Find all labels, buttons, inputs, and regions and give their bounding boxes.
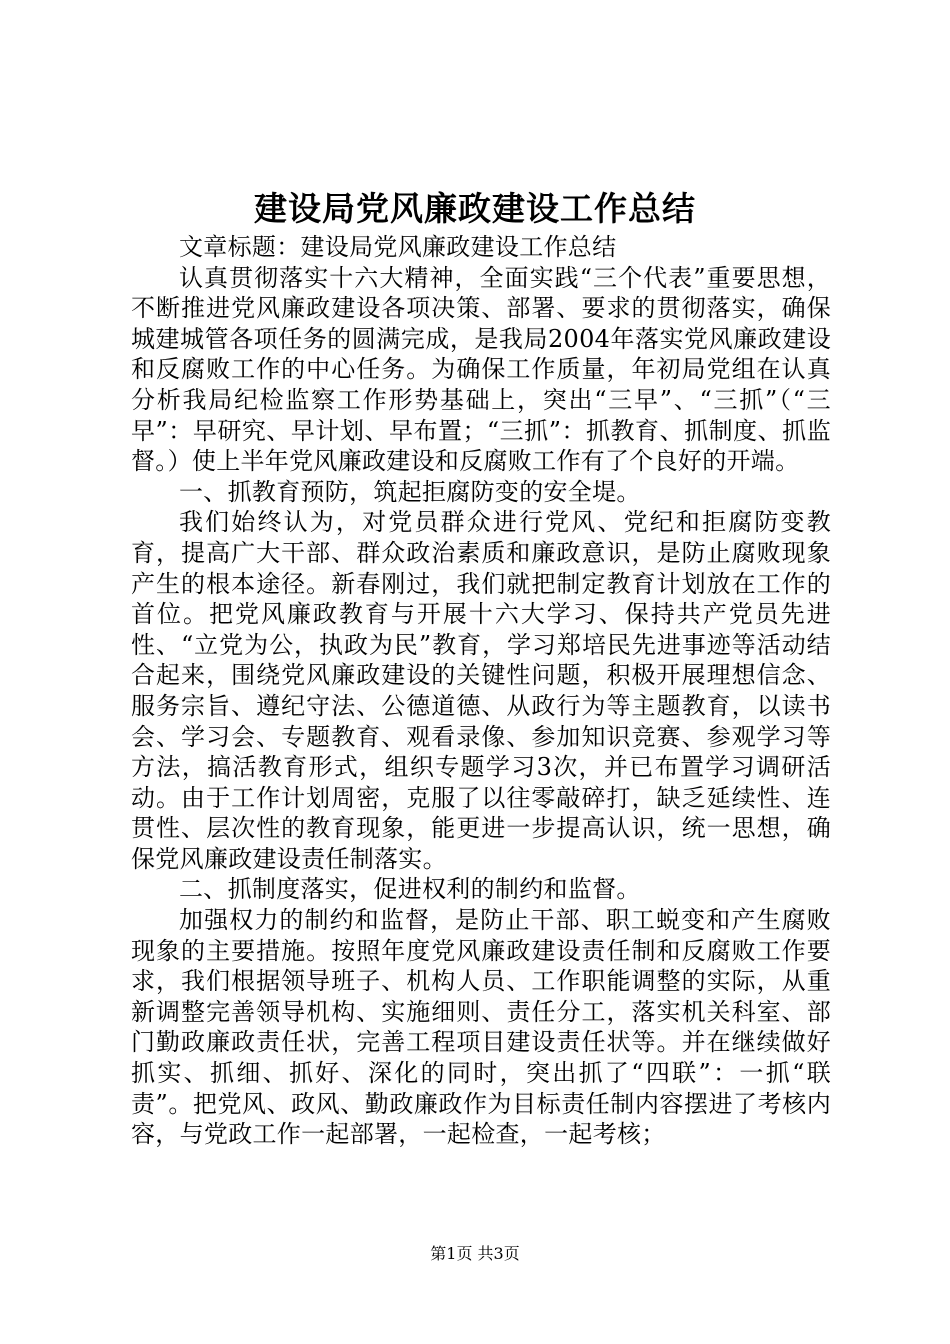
paragraph-section-1: 我们始终认为，对党员群众进行党风、党纪和拒腐防变教育，提高广大干部、群众政治素质和廉政意识，是防止腐败现象产生的根本途径。新春刚过，我们就把制定教育计划放在工作的首位。把党风廉政教育与开展十六大学习、保持共产党员先进性、“立党为公，执政为民”教育，学习郑培民先进事迹等活动结合起来，围绕党风廉政建设的关键性问题，积极开展理想信念、服务宗旨、遵纪守法、公德道德、从政行为等主题教育，以读书会、学习会、专题教育、观看录像、参加知识竞赛、参观学习等方法，搞活教育形式，组织专题学习3次，并已布置学习调研活动。由于工作计划周密，克服了以往零敲碎打，缺乏延续性、连贯性、层次性的教育现象，能更进一步提高认识，统一思想，确保党风廉政建设责任制落实。 xyxy=(131,508,831,873)
section-heading-1: 一、抓教育预防，筑起拒腐防变的安全堤。 xyxy=(179,477,641,506)
document-title: 建设局党风廉政建设工作总结 xyxy=(254,189,696,228)
page-footer: 第1页 共3页 xyxy=(430,1244,520,1263)
section-heading-2: 二、抓制度落实，促进权利的制约和监督。 xyxy=(179,875,641,904)
paragraph-intro: 认真贯彻落实十六大精神，全面实践“三个代表”重要思想，不断推进党风廉政建设各项决策、部署、要求的贯彻落实，确保城建城管各项任务的圆满完成，是我局2004年落实党风廉政建设和反腐败工作的中心任务。为确保工作质量，年初局党组在认真分析我局纪检监察工作形势基础上，突出“三早”、“三抓”（“三早”：早研究、早计划、早布置；“三抓”：抓教育、抓制度、抓监督。）使上半年党风廉政建设和反腐败工作有了个良好的开端。 xyxy=(131,263,831,476)
paragraph-article-title: 文章标题：建设局党风廉政建设工作总结 xyxy=(179,233,617,261)
document-body xyxy=(131,232,831,1150)
paragraph-section-2: 加强权力的制约和监督，是防止干部、职工蜕变和产生腐败现象的主要措施。按照年度党风廉政建设责任制和反腐败工作要求，我们根据领导班子、机构人员、工作职能调整的实际，从重新调整完善领导机构、实施细则、责任分工，落实机关科室、部门勤政廉政责任状，完善工程项目建设责任状等。并在继续做好抓实、抓细、抓好、深化的同时，突出抓了“四联”：一抓“联责”。把党风、政风、勤政廉政作为目标责任制内容摆进了考核内容，与党政工作一起部署，一起检查，一起考核； xyxy=(131,906,831,1149)
